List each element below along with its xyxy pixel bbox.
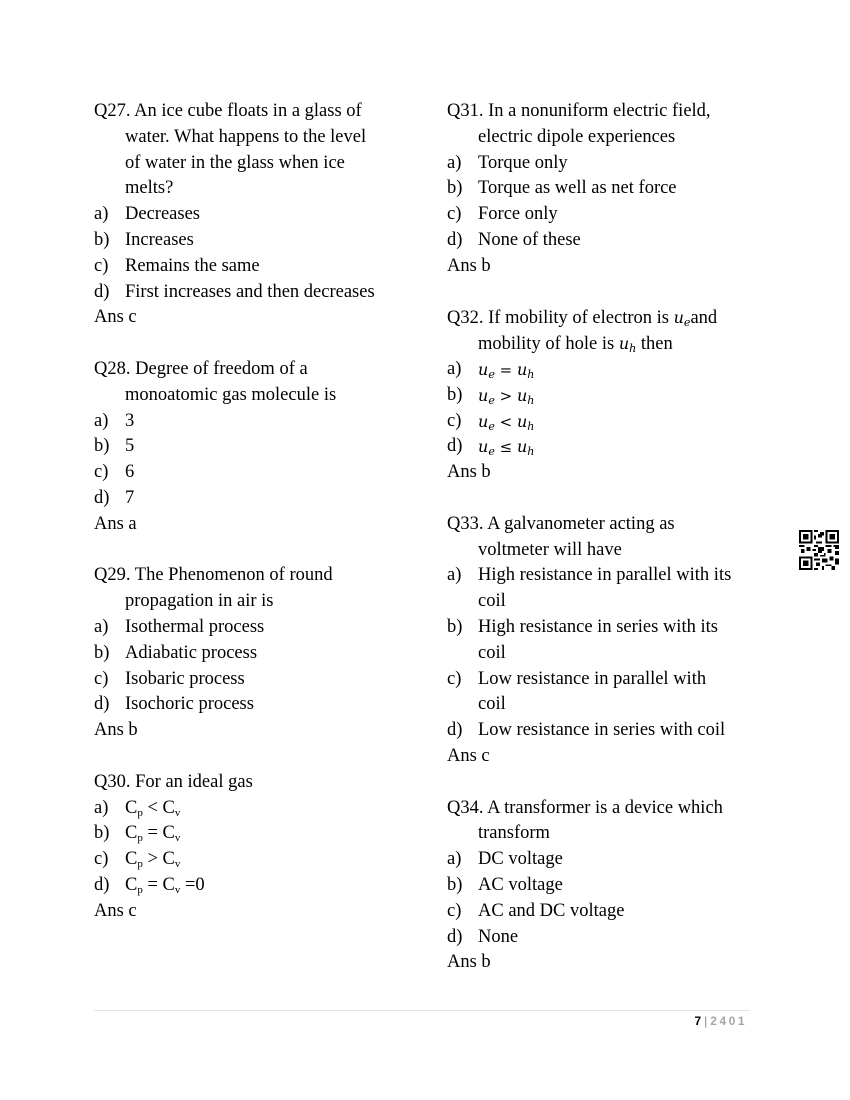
option: [94, 460, 414, 486]
question-text: A galvanometer acting as: [487, 513, 675, 534]
question-30: [94, 770, 414, 925]
answer: Ans b: [447, 952, 491, 973]
option-text-continued: coil: [478, 591, 506, 612]
option-letter: c): [94, 255, 109, 276]
option-text: Low resistance in parallel with: [478, 668, 707, 689]
option-letter: a): [94, 410, 109, 431]
question-text: melts?: [125, 178, 174, 199]
answer: Ans b: [447, 255, 491, 276]
question-number: Q30.: [94, 771, 131, 792]
question-text: For an ideal gas: [135, 771, 253, 792]
option-letter: d): [447, 436, 463, 457]
answer: Ans c: [94, 900, 137, 921]
option-text: Isothermal process: [125, 616, 265, 637]
question-text: A transformer is a device which: [487, 797, 723, 818]
question-number: Q31.: [447, 101, 484, 121]
question-number: Q32.: [447, 308, 484, 329]
option: [447, 176, 767, 202]
option-letter: a): [447, 849, 462, 870]
option: [447, 899, 767, 925]
question-29: [94, 563, 414, 744]
option-text: DC voltage: [478, 849, 563, 870]
option-text: High resistance in series with its: [478, 616, 718, 637]
question-text: mobility of hole is $u_h$ then: [478, 334, 673, 356]
option-letter: d): [94, 281, 110, 302]
option-letter: c): [447, 668, 462, 689]
option-letter: c): [94, 668, 109, 689]
option-letter: c): [94, 462, 109, 483]
option: [94, 434, 414, 460]
question-text: In a nonuniform electric field,: [488, 101, 711, 121]
page-footer: [694, 1014, 747, 1028]
option: [94, 228, 414, 254]
question-text: of water in the glass when ice: [125, 152, 345, 173]
option-letter: b): [447, 616, 463, 637]
option-text: Isobaric process: [125, 668, 245, 689]
option-letter: a): [447, 565, 462, 586]
option-formula: $C_p = C_v$: [125, 823, 181, 845]
qr-code-icon: [799, 530, 839, 570]
footer-separator: |: [704, 1014, 708, 1028]
option: [94, 692, 414, 718]
option: [94, 615, 414, 641]
option-text: Isochoric process: [125, 694, 254, 715]
option-text: Torque only: [478, 152, 568, 173]
option: [94, 667, 414, 693]
option-text: Force only: [478, 204, 558, 225]
question-text: electric dipole experiences: [478, 126, 676, 147]
hole-mobility-symbol: $u_h$: [618, 334, 637, 356]
option-letter: c): [447, 410, 462, 431]
option-formula: $u_e \le u_h$: [478, 437, 535, 459]
question-text: The Phenomenon of round: [134, 565, 333, 586]
option-letter: c): [94, 849, 109, 870]
option: [447, 357, 767, 383]
option-letter: b): [447, 178, 463, 199]
option: [94, 254, 414, 280]
option: [94, 486, 414, 512]
option: [447, 202, 767, 228]
electron-mobility-symbol: $u_e$: [673, 308, 691, 330]
option: [94, 821, 414, 847]
option-letter: d): [94, 694, 110, 715]
question-number: Q28.: [94, 358, 131, 379]
option-formula: $C_p = C_v =0$: [125, 874, 205, 896]
option-letter: b): [94, 642, 110, 663]
question-text: If mobility of electron is $u_eand$: [488, 308, 718, 330]
option-letter: d): [447, 926, 463, 947]
answer: Ans b: [94, 720, 138, 741]
question-text: An ice cube floats in a glass of: [134, 101, 362, 121]
option: [94, 796, 414, 822]
question-number: Q27.: [94, 101, 131, 121]
option-letter: a): [94, 616, 109, 637]
option: [447, 151, 767, 177]
question-text: water. What happens to the level: [125, 126, 367, 147]
option-text: 3: [125, 410, 135, 431]
answer: Ans a: [94, 513, 137, 534]
option: [447, 615, 767, 641]
option: [447, 383, 767, 409]
option-letter: d): [447, 720, 463, 741]
option-text: 7: [125, 487, 135, 508]
option-letter: a): [447, 152, 462, 173]
option-letter: b): [447, 384, 463, 405]
question-text: Degree of freedom of a: [135, 358, 308, 379]
option: [447, 718, 767, 744]
option: [94, 202, 414, 228]
option-letter: a): [94, 797, 109, 818]
option-text: Remains the same: [125, 255, 260, 276]
question-32: [447, 305, 767, 486]
option: [447, 847, 767, 873]
question-number: Q34.: [447, 797, 484, 818]
question-31: [447, 99, 767, 280]
option-formula: $u_e = u_h$: [478, 359, 535, 381]
option-formula: $C_p < C_v$: [125, 797, 181, 819]
option-text: 6: [125, 462, 135, 483]
footer-rule: [94, 1010, 750, 1011]
option: [447, 563, 767, 589]
left-column: [94, 99, 414, 950]
option-text: Decreases: [125, 204, 200, 225]
option-text: None: [478, 926, 519, 947]
option: [447, 409, 767, 435]
question-text: transform: [478, 823, 550, 844]
option: [447, 873, 767, 899]
option: [94, 873, 414, 899]
question-number: Q33.: [447, 513, 484, 534]
option-letter: b): [94, 436, 110, 457]
option-text: Increases: [125, 229, 194, 250]
option-text: AC and DC voltage: [478, 900, 625, 921]
option: [94, 641, 414, 667]
option-letter: c): [447, 900, 462, 921]
option: [94, 409, 414, 435]
option-text-continued: coil: [478, 694, 506, 715]
option-letter: d): [447, 229, 463, 250]
question-27: [94, 99, 414, 331]
option: [447, 434, 767, 460]
option-formula: $C_p > C_v$: [125, 849, 181, 871]
option-text: First increases and then decreases: [125, 281, 375, 302]
answer: Ans c: [447, 745, 490, 766]
question-28: [94, 357, 414, 538]
option-text-continued: coil: [478, 642, 506, 663]
option-formula: $u_e < u_h$: [478, 411, 535, 433]
option-text: High resistance in parallel with its: [478, 565, 732, 586]
option-letter: d): [94, 874, 110, 895]
question-34: [447, 796, 767, 977]
option-letter: c): [447, 204, 462, 225]
option-text: Torque as well as net force: [478, 178, 677, 199]
option-text: Adiabatic process: [125, 642, 258, 663]
option: [94, 847, 414, 873]
answer: Ans c: [94, 307, 137, 328]
option: [447, 228, 767, 254]
option-text: Low resistance in series with coil: [478, 720, 726, 741]
option: [447, 667, 767, 693]
question-number: Q29.: [94, 565, 131, 586]
option-text: None of these: [478, 229, 581, 250]
option-letter: b): [94, 229, 110, 250]
option: [94, 280, 414, 306]
option-letter: a): [447, 358, 462, 379]
question-33: [447, 512, 767, 770]
question-text: voltmeter will have: [478, 539, 622, 560]
option-letter: d): [94, 487, 110, 508]
option-letter: a): [94, 204, 109, 225]
question-text: monoatomic gas molecule is: [125, 384, 337, 405]
option-text: 5: [125, 436, 135, 457]
option-letter: b): [447, 874, 463, 895]
page-number: 7: [694, 1014, 702, 1028]
option-formula: $u_e > u_h$: [478, 385, 535, 407]
option-text: AC voltage: [478, 874, 563, 895]
document-code: 2401: [710, 1014, 747, 1028]
question-text: propagation in air is: [125, 591, 274, 612]
answer: Ans b: [447, 462, 491, 483]
option: [447, 925, 767, 951]
right-column: [447, 99, 767, 1002]
option-letter: b): [94, 823, 110, 844]
